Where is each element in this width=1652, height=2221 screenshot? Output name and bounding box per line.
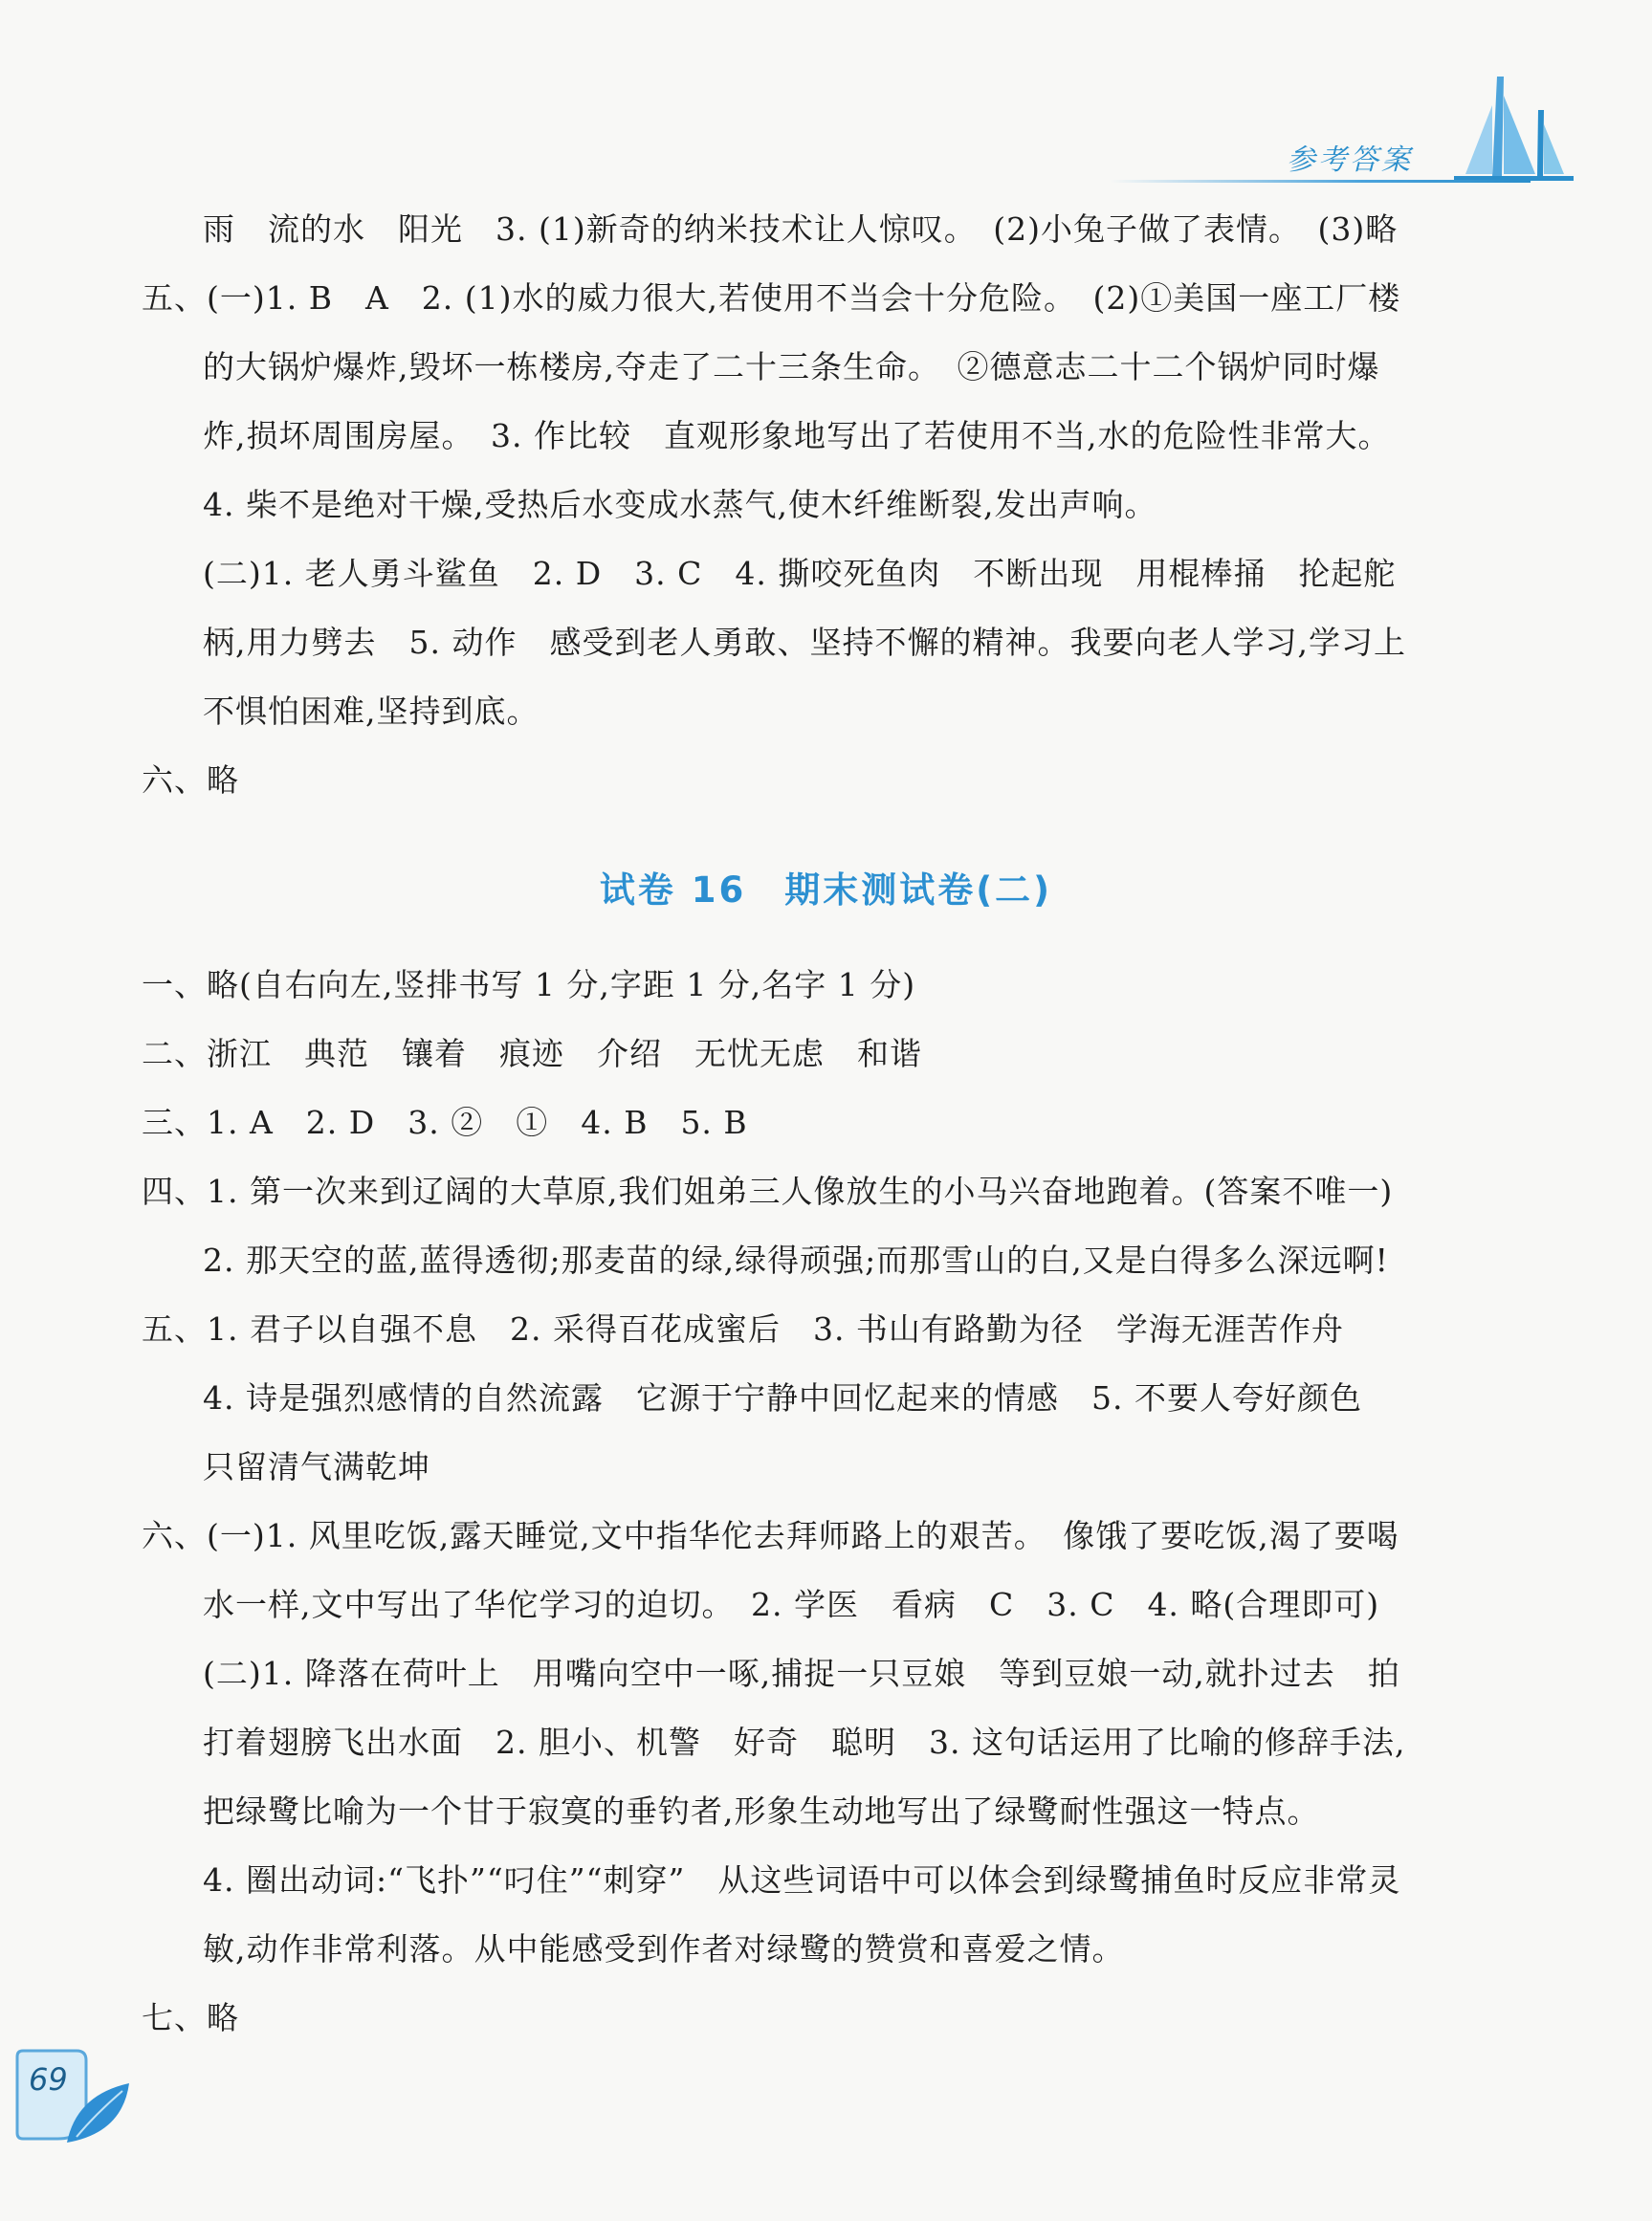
answer-line: 五、(一)1. B A 2. (1)水的威力很大,若使用不当会十分危险。 (2)①美国一座工厂楼: [142, 279, 1401, 317]
section-title: 试卷 16 期末测试卷(二): [599, 869, 1053, 911]
answer-line: 敏,动作非常利落。从中能感受到作者对绿鹭的赞赏和喜爱之情。: [203, 1930, 1125, 1968]
answer-line: 四、1. 第一次来到辽阔的大草原,我们姐弟三人像放生的小马兴奋地跑着。(答案不唯一): [142, 1173, 1394, 1210]
answer-line: 不惧怕困难,坚持到底。: [203, 693, 540, 730]
answer-line: 的大锅炉爆炸,毁坏一栋楼房,夺走了二十三条生命。 ②德意志二十二个锅炉同时爆: [203, 348, 1380, 385]
sailboat-logo-icon: [1444, 67, 1578, 191]
answer-line: 七、略: [142, 1999, 239, 2036]
header-divider: [1110, 180, 1531, 183]
answer-line: 水一样,文中写出了华佗学习的迫切。 2. 学医 看病 C 3. C 4. 略(合理即可): [203, 1586, 1380, 1623]
header-title: 参考答案: [1287, 143, 1413, 177]
answer-line: 4. 诗是强烈感情的自然流露 它源于宁静中回忆起来的情感 5. 不要人夸好颜色: [203, 1379, 1362, 1417]
answer-line: 2. 那天空的蓝,蓝得透彻;那麦苗的绿,绿得顽强;而那雪山的白,又是白得多么深远啊!: [203, 1242, 1389, 1279]
answer-line: 把绿鹭比喻为一个甘于寂寞的垂钓者,形象生动地写出了绿鹭耐性强这一特点。: [203, 1792, 1320, 1830]
page-header: [1071, 67, 1569, 191]
answer-line: 六、(一)1. 风里吃饭,露天睡觉,文中指华佗去拜师路上的艰苦。 像饿了要吃饭,渴了要喝: [142, 1517, 1399, 1554]
answer-line: 4. 柴不是绝对干燥,受热后水变成水蒸气,使木纤维断裂,发出声响。: [203, 486, 1157, 523]
answer-line: 只留清气满乾坤: [203, 1448, 430, 1485]
page-number: 69: [29, 2061, 68, 2098]
answer-line: 一、略(自右向左,竖排书写 1 分,字距 1 分,名字 1 分): [142, 966, 916, 1003]
answer-line: (二)1. 老人勇斗鲨鱼 2. D 3. C 4. 撕咬死鱼肉 不断出现 用棍棒捅 抡起舵: [203, 555, 1397, 592]
answer-line: 二、浙江 典范 镶着 痕迹 介绍 无忧无虑 和谐: [142, 1035, 922, 1072]
answer-line: 柄,用力劈去 5. 动作 感受到老人勇敢、坚持不懈的精神。我要向老人学习,学习上: [203, 624, 1406, 661]
answer-line: 六、略: [142, 761, 239, 799]
answer-line: 打着翅膀飞出水面 2. 胆小、机警 好奇 聪明 3. 这句话运用了比喻的修辞手法,: [203, 1724, 1406, 1761]
answer-line: 三、1. A 2. D 3. ② ① 4. B 5. B: [142, 1104, 748, 1141]
answer-line: 五、1. 君子以自强不息 2. 采得百花成蜜后 3. 书山有路勤为径 学海无涯苦作舟: [142, 1310, 1344, 1348]
answer-line: 4. 圈出动词:“飞扑”“叼住”“刺穿” 从这些词语中可以体会到绿鹭捕鱼时反应非常灵: [203, 1861, 1401, 1899]
answer-line: (二)1. 降落在荷叶上 用嘴向空中一啄,捕捉一只豆娘 等到豆娘一动,就扑过去 拍: [203, 1655, 1400, 1692]
answer-line: 炸,损坏周围房屋。 3. 作比较 直观形象地写出了若使用不当,水的危险性非常大。: [203, 417, 1391, 454]
answer-line: 雨 流的水 阳光 3. (1)新奇的纳米技术让人惊叹。 (2)小兔子做了表情。 (3)略: [203, 210, 1399, 248]
